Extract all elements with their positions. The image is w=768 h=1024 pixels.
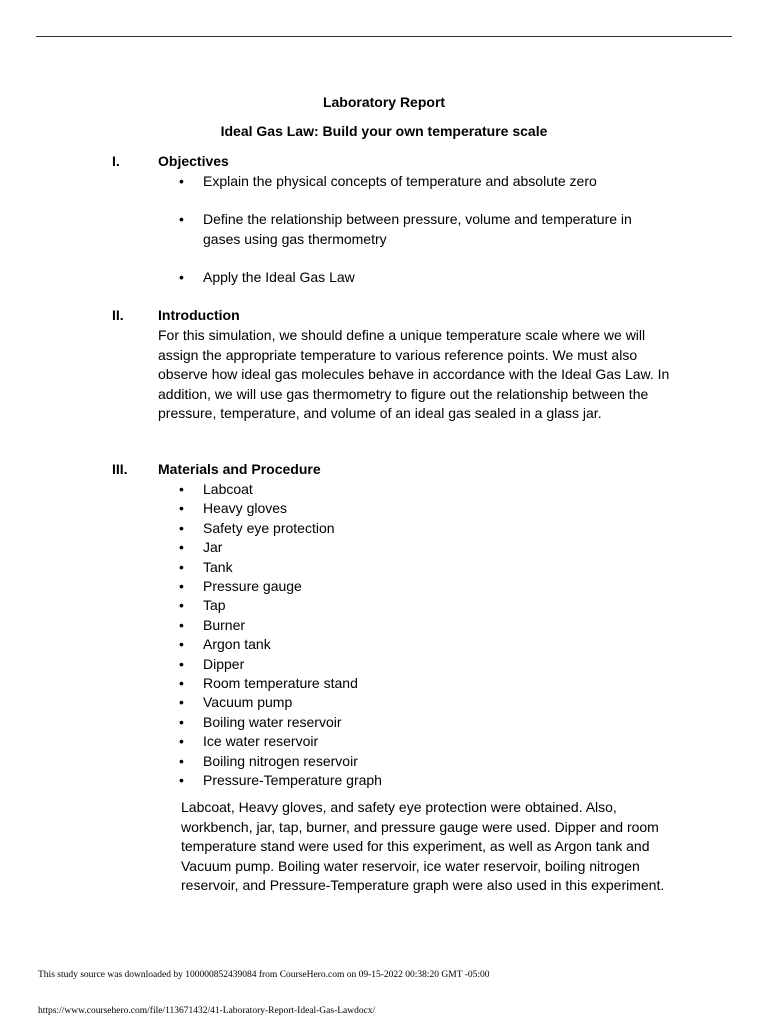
report-title: Laboratory Report [322, 94, 446, 110]
bullet-icon: • [179, 539, 184, 556]
bullet-icon: • [179, 733, 184, 750]
source-url: https://www.coursehero.com/file/113671432/41-Laboratory-Report-Ideal-Gas-Lawdocx/ [38, 1006, 376, 1016]
bullet-icon: • [179, 752, 184, 769]
material-item: Labcoat [203, 481, 253, 497]
objective-item: Explain the physical concepts of temperature and absolute zero [203, 173, 597, 189]
material-item: Tank [203, 558, 233, 575]
objective-item: Apply the Ideal Gas Law [203, 269, 355, 285]
bullet-icon: • [179, 578, 184, 594]
objective-item: Define the relationship between pressure, volume and temperature in gases using gas thermometry [203, 211, 632, 247]
bullet-icon: • [179, 269, 184, 285]
top-divider [36, 36, 732, 37]
material-item: Jar [203, 539, 223, 556]
material-item: Vacuum pump [203, 694, 293, 711]
material-item: Dipper [203, 655, 245, 672]
material-item: Boiling water reservoir [203, 713, 342, 730]
material-item: Heavy gloves [203, 500, 288, 517]
download-notice: This study source was downloaded by 100000852439084 from CourseHero.com on 09-15-2022 00:38:20 GMT -05:00 [38, 970, 490, 980]
bullet-icon: • [179, 500, 184, 517]
bullet-icon: • [179, 558, 184, 575]
bullet-icon: • [179, 173, 184, 189]
section-number-introduction: II. [112, 307, 124, 323]
section-heading-materials: Materials and Procedure [158, 461, 321, 477]
material-item: Tap [203, 597, 226, 614]
material-item: Safety eye protection [203, 519, 335, 536]
material-item: Argon tank [203, 636, 271, 653]
section-heading-objectives: Objectives [158, 153, 229, 169]
bullet-icon: • [179, 519, 184, 536]
report-subtitle: Ideal Gas Law: Build your own temperature scale [220, 123, 548, 139]
section-number-materials: III. [112, 461, 128, 477]
bullet-icon: • [179, 636, 184, 653]
bullet-icon: • [179, 694, 184, 711]
material-item: Boiling nitrogen reservoir [203, 752, 358, 769]
material-item: Ice water reservoir [203, 733, 319, 750]
material-item: Pressure-Temperature graph [203, 772, 382, 788]
bullet-icon: • [179, 655, 184, 672]
section-number-objectives: I. [112, 153, 120, 169]
bullet-icon: • [179, 772, 184, 788]
bullet-icon: • [179, 597, 184, 614]
material-item: Pressure gauge [203, 578, 302, 594]
bullet-icon: • [179, 481, 184, 497]
section-heading-introduction: Introduction [158, 307, 240, 323]
introduction-paragraph: For this simulation, we should define a unique temperature scale where we will assign the appropriate temperature to various reference points. We must also observe how ideal gas molecules behave in accordance with the Ideal Gas Law. In addition, we will use gas thermometry to figure out the relationship between the pressure, temperature, and volume of an ideal gas sealed in a glass jar. [158, 327, 670, 421]
bullet-icon: • [179, 713, 184, 730]
procedure-paragraph: Labcoat, Heavy gloves, and safety eye protection were obtained. Also, workbench, jar, tap, burner, and pressure gauge were used. Dipper and room temperature stand were used for this experiment, as well as Argon tank and Vacuum pump. Boiling water reservoir, ice water reservoir, boiling nitrogen reservoir, and Pressure-Temperature graph were also used in this experiment. [181, 799, 665, 893]
bullet-icon: • [179, 616, 184, 633]
bullet-icon: • [179, 211, 184, 227]
material-item: Room temperature stand [203, 675, 358, 691]
material-item: Burner [203, 616, 246, 633]
bullet-icon: • [179, 675, 184, 691]
